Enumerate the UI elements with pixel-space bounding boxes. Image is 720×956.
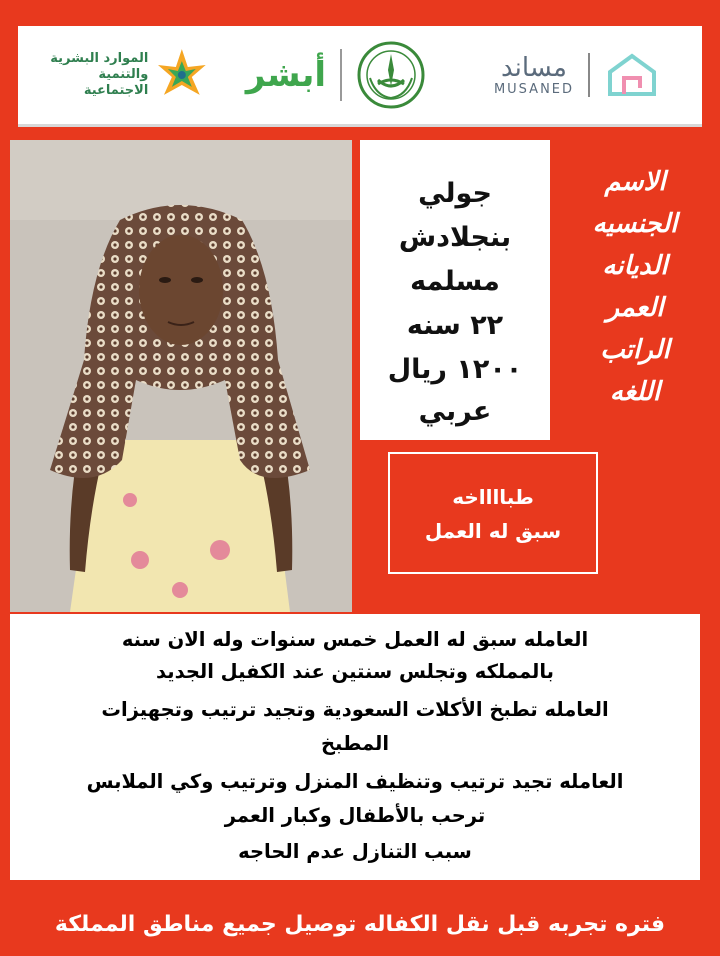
info-values-box — [360, 140, 550, 440]
hrsd-star-logo-icon — [154, 47, 210, 103]
hrsd-logo-text — [30, 51, 148, 99]
nationality-label: الجنسيه — [592, 209, 678, 239]
musaned-english-text: MUSANED — [493, 81, 575, 97]
religion-label: الديانه — [602, 251, 668, 281]
worker-photo-illustration — [10, 140, 352, 612]
logo-banner — [18, 26, 702, 127]
absher-logo-text: أبشر — [245, 55, 327, 95]
worker-photo — [10, 140, 352, 612]
skill-badge — [388, 452, 598, 574]
religion-value: مسلمه — [410, 266, 500, 297]
description-line: سبب التنازل عدم الحاجه — [238, 840, 472, 863]
description-line: ترحب بالأطفال وكبار العمر — [224, 804, 486, 827]
description-line: العامله سبق له العمل خمس سنوات وله الان سنه — [121, 628, 589, 651]
musaned-arabic-text: مساند — [501, 52, 567, 83]
logo-divider — [340, 49, 342, 101]
salary-value: ١٢٠٠ ريال — [387, 354, 523, 385]
age-value: ٢٢ سنه — [406, 310, 504, 341]
footer-text: فتره تجربه قبل نقل الكفاله توصيل جميع مناطق المملكة — [54, 912, 666, 937]
hrsd-logo — [30, 36, 210, 114]
age-label: العمر — [606, 293, 664, 323]
musaned-logo — [458, 36, 696, 114]
description-box — [10, 614, 700, 880]
skill-badge-subtitle: سبق له العمل — [424, 519, 562, 543]
salary-label: الراتب — [600, 335, 670, 365]
name-value: جولي — [418, 178, 492, 209]
name-label: الاسم — [604, 167, 666, 197]
hrsd-line1: الموارد البشرية — [50, 51, 149, 66]
description-line: العامله تجيد ترتيب وتنظيف المنزل وترتيب وكي الملابس — [86, 770, 624, 793]
musaned-house-icon — [604, 50, 660, 100]
logo-divider — [588, 53, 590, 97]
language-label: اللغه — [609, 377, 661, 407]
info-labels-panel — [550, 140, 720, 440]
saudi-emblem-icon — [356, 40, 426, 110]
description-line: العامله تطبخ الأكلات السعودية وتجيد ترتيب وتجهيزات — [101, 698, 609, 721]
musaned-wordmark — [494, 54, 574, 97]
description-line: بالمملكه وتجلس سنتين عند الكفيل الجديد — [155, 660, 554, 683]
language-value: عربي — [418, 396, 492, 427]
hrsd-line2: والتنمية الاجتماعية — [83, 67, 149, 98]
skill-badge-title: طبااااخه — [452, 485, 534, 509]
description-line: المطبخ — [320, 732, 390, 755]
nationality-value: بنجلادش — [398, 222, 512, 253]
absher-logo — [236, 34, 436, 116]
